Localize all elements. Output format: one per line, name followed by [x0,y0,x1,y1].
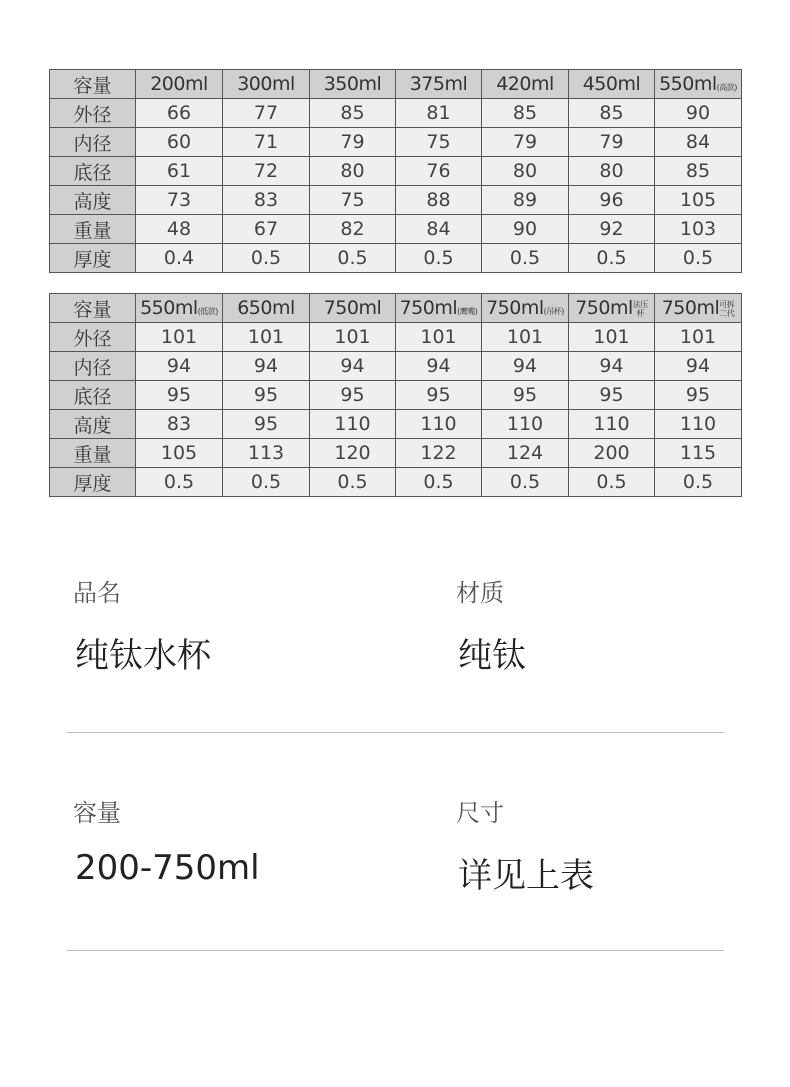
table-row [50,352,742,381]
table-cell: 88 [396,186,482,215]
row-label: 外径 [50,323,136,352]
table-row [50,99,742,128]
table-cell: 110 [569,410,655,439]
table-cell: 101 [569,323,655,352]
table-cell: 0.5 [482,244,569,273]
capacity-value: 750ml [486,297,544,319]
capacity-value: 750ml [323,297,382,319]
table-cell: 73 [136,186,223,215]
size-value: 详见上表 [458,856,594,896]
capacity-value: 750ml [661,297,720,319]
capacity-header-cell [482,70,569,99]
table-cell: 0.5 [223,244,310,273]
table-cell: 105 [655,186,742,215]
capacity-value: 650ml [237,297,295,319]
table-cell: 95 [223,381,310,410]
divider [67,732,724,733]
table-row [50,410,742,439]
capacity-header-cell [310,70,396,99]
table-cell: 72 [223,157,310,186]
row-label: 高度 [50,186,136,215]
table-cell: 90 [482,215,569,244]
capacity-header-cell [569,70,655,99]
table-cell: 0.5 [310,244,396,273]
capacity-value: 200-750ml [75,848,260,888]
table-cell: 115 [655,439,742,468]
table-cell: 95 [223,410,310,439]
table-cell: 79 [569,128,655,157]
table-cell: 103 [655,215,742,244]
capacity-note-line: 可拆 [719,299,735,309]
table-row [50,186,742,215]
table-cell: 0.5 [655,244,742,273]
table-cell: 60 [136,128,223,157]
row-label-capacity: 容量 [50,70,136,99]
table-cell: 94 [482,352,569,381]
table-row [50,157,742,186]
divider [67,950,724,951]
capacity-value: 750ml [575,297,633,319]
capacity-value: 550ml [140,297,198,319]
table-cell: 79 [310,128,396,157]
table-cell: 94 [310,352,396,381]
table-cell: 85 [569,99,655,128]
table-header-row [50,294,742,323]
capacity-note-line: 杯 [636,308,645,318]
row-label-capacity: 容量 [50,294,136,323]
capacity-header-cell [223,294,310,323]
capacity-header-cell [655,294,742,323]
row-label: 内径 [50,352,136,381]
row-label: 底径 [50,381,136,410]
table-row [50,323,742,352]
table-cell: 90 [655,99,742,128]
material-value: 纯钛 [458,636,526,676]
spec-table-2 [49,293,742,497]
capacity-note [633,300,648,318]
table-cell: 95 [396,381,482,410]
capacity-header-cell [569,294,655,323]
table-cell: 94 [569,352,655,381]
table-cell: 101 [136,323,223,352]
capacity-header-cell [223,70,310,99]
product-name-label: 品名 [73,579,121,607]
table-cell: 80 [569,157,655,186]
capacity-note [719,300,734,318]
table-cell: 110 [482,410,569,439]
table-cell: 95 [655,381,742,410]
capacity-value: 550ml [659,73,717,95]
table-cell: 84 [396,215,482,244]
table-cell: 81 [396,99,482,128]
capacity-value: 300ml [237,73,295,95]
capacity-note-line: 二代 [719,308,735,318]
capacity-header-cell [396,70,482,99]
table-cell: 76 [396,157,482,186]
capacity-header-cell [655,70,742,99]
capacity-value: 450ml [582,73,641,95]
table-cell: 110 [396,410,482,439]
table-row [50,381,742,410]
row-label: 底径 [50,157,136,186]
table-cell: 101 [655,323,742,352]
table-cell: 94 [223,352,310,381]
capacity-header-cell [396,294,482,323]
table-cell: 124 [482,439,569,468]
row-label: 重量 [50,215,136,244]
table-cell: 0.5 [655,468,742,497]
table-cell: 113 [223,439,310,468]
table-cell: 200 [569,439,655,468]
table-cell: 120 [310,439,396,468]
capacity-header-cell [136,294,223,323]
table-cell: 101 [223,323,310,352]
table-cell: 83 [136,410,223,439]
capacity-header-cell [482,294,569,323]
table-cell: 85 [655,157,742,186]
table-cell: 92 [569,215,655,244]
capacity-header-cell [310,294,396,323]
row-label: 厚度 [50,468,136,497]
table-row [50,439,742,468]
table-cell: 82 [310,215,396,244]
spec-table-1 [49,69,742,273]
product-name-value: 纯钛水杯 [75,636,211,676]
table-cell: 0.5 [482,468,569,497]
table-cell: 95 [310,381,396,410]
table-cell: 75 [396,128,482,157]
capacity-value: 750ml [399,297,458,319]
capacity-note: (吊杯) [543,307,564,316]
row-label: 外径 [50,99,136,128]
table-cell: 110 [655,410,742,439]
capacity-header-cell [136,70,223,99]
capacity-note: (鹰嘴) [457,307,478,316]
table-cell: 95 [136,381,223,410]
table-cell: 66 [136,99,223,128]
table-cell: 0.5 [223,468,310,497]
table-cell: 77 [223,99,310,128]
capacity-label: 容量 [73,799,121,827]
table-row [50,468,742,497]
capacity-value: 350ml [323,73,382,95]
table-cell: 89 [482,186,569,215]
table-cell: 0.4 [136,244,223,273]
capacity-note: (高款) [716,83,737,92]
table-cell: 79 [482,128,569,157]
table-cell: 75 [310,186,396,215]
table-cell: 110 [310,410,396,439]
size-label: 尺寸 [456,799,504,827]
table-row [50,244,742,273]
table-cell: 48 [136,215,223,244]
row-label: 厚度 [50,244,136,273]
capacity-value: 200ml [150,73,208,95]
capacity-note-line: 法压 [632,299,648,309]
table-cell: 96 [569,186,655,215]
table-cell: 101 [310,323,396,352]
table-cell: 83 [223,186,310,215]
table-cell: 101 [482,323,569,352]
table-row [50,128,742,157]
capacity-value: 420ml [496,73,554,95]
table-cell: 80 [310,157,396,186]
capacity-note: (低款) [197,307,218,316]
table-cell: 0.5 [569,468,655,497]
table-cell: 94 [655,352,742,381]
capacity-value: 375ml [409,73,468,95]
table-cell: 67 [223,215,310,244]
table-cell: 105 [136,439,223,468]
table-cell: 80 [482,157,569,186]
table-cell: 85 [482,99,569,128]
table-cell: 94 [396,352,482,381]
table-cell: 0.5 [136,468,223,497]
table-cell: 101 [396,323,482,352]
row-label: 内径 [50,128,136,157]
table-cell: 71 [223,128,310,157]
material-label: 材质 [456,579,504,607]
table-cell: 95 [482,381,569,410]
row-label: 高度 [50,410,136,439]
table-cell: 95 [569,381,655,410]
table-cell: 0.5 [310,468,396,497]
table-cell: 61 [136,157,223,186]
table-cell: 85 [310,99,396,128]
table-header-row [50,70,742,99]
table-cell: 122 [396,439,482,468]
table-cell: 0.5 [569,244,655,273]
table-cell: 0.5 [396,244,482,273]
table-row [50,215,742,244]
table-cell: 84 [655,128,742,157]
table-cell: 94 [136,352,223,381]
table-cell: 0.5 [396,468,482,497]
row-label: 重量 [50,439,136,468]
